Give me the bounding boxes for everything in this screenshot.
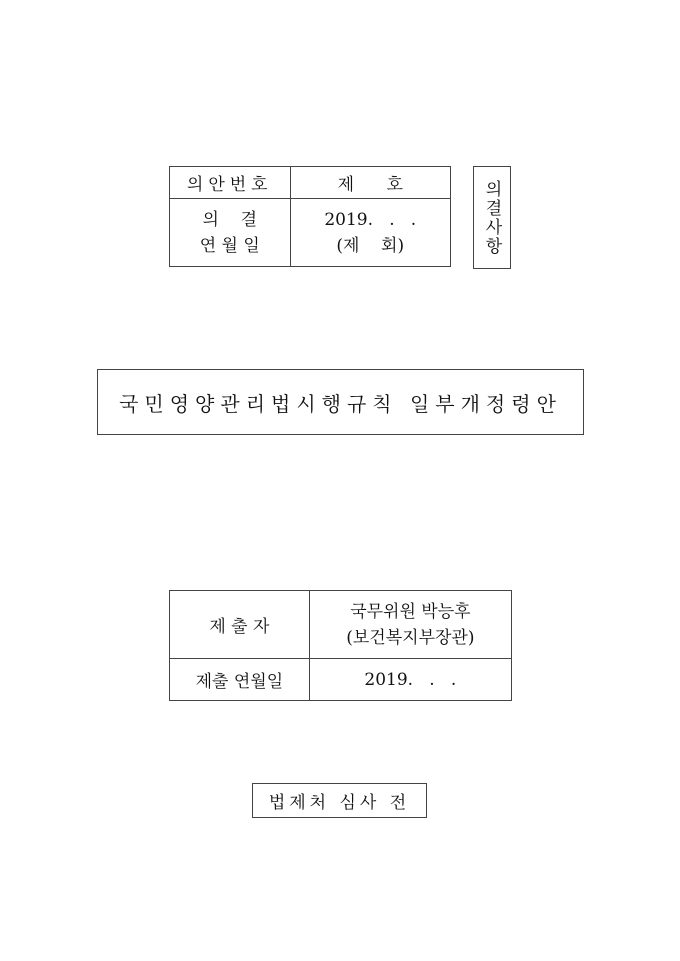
submission-date-value bbox=[309, 659, 511, 701]
submitter-name: 국무위원 박능후 bbox=[350, 601, 471, 622]
resolution-date-label bbox=[170, 199, 291, 267]
document-title: 국민영양관리법시행규칙 일부개정령안 bbox=[119, 391, 562, 416]
submitter-label-text: 제 출 자 bbox=[209, 617, 270, 637]
resolution-date-label-line2: 연 월 일 bbox=[199, 235, 260, 256]
resolution-date-value bbox=[290, 199, 450, 267]
resolution-date-value-line1: 2019. . . bbox=[324, 209, 417, 230]
bill-info-table bbox=[169, 166, 451, 267]
review-label: 법제처 심사 전 bbox=[268, 793, 411, 813]
submitter-value bbox=[309, 591, 511, 659]
bill-number-value bbox=[290, 167, 450, 199]
title-box bbox=[97, 369, 584, 435]
resolution-date-value-line2: (제 회) bbox=[336, 235, 405, 256]
review-box bbox=[252, 783, 427, 818]
bill-number-label: 의안번호 bbox=[170, 167, 291, 199]
submission-date-label: 제출 연월일 bbox=[170, 659, 310, 701]
resolution-date-label-line1: 의 결 bbox=[202, 209, 257, 230]
resolution-label: 의결사항 bbox=[481, 179, 502, 256]
bill-number-text: 제 호 bbox=[337, 175, 403, 195]
submitter-label bbox=[170, 591, 310, 659]
submitter-title: (보건복지부장관) bbox=[346, 627, 475, 648]
resolution-box bbox=[473, 166, 511, 269]
submission-date-text: 2019. . . bbox=[364, 669, 457, 690]
submission-table bbox=[169, 590, 512, 701]
